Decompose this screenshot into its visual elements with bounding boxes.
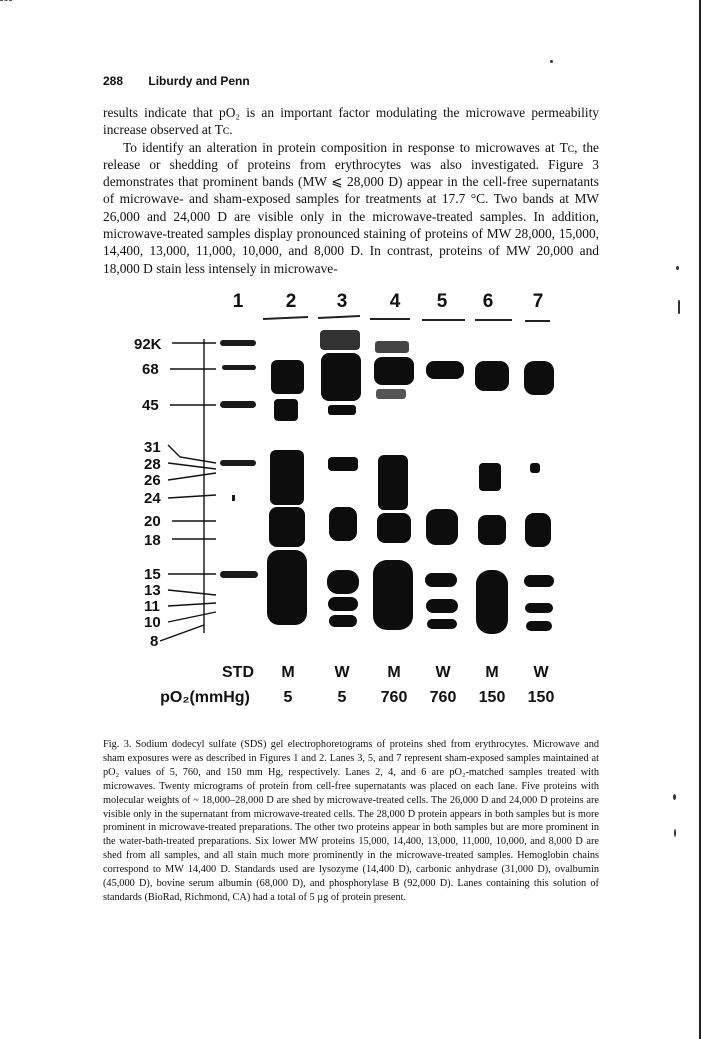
lane-number: 6: [482, 291, 494, 312]
po2-value: 150: [478, 689, 506, 706]
lane-condition-label: M: [387, 664, 401, 681]
mw-marker-label: 8: [150, 633, 159, 650]
po2-value: 760: [380, 689, 408, 706]
lane-condition-label: M: [485, 664, 499, 681]
running-header: [103, 74, 250, 88]
lane-5-bands: [425, 361, 464, 629]
lane-4-bands: [373, 341, 414, 630]
gel-wells: [263, 316, 550, 321]
gel-figure: [120, 285, 580, 720]
mw-leader-lines: [160, 339, 216, 641]
scan-speck: [550, 60, 553, 63]
caption-label: Fig. 3.: [103, 739, 132, 750]
mw-marker-label: 11: [144, 598, 160, 615]
lane-condition-label: W: [334, 664, 350, 681]
mw-marker-label: 28: [144, 456, 161, 473]
lane-condition-label: STD: [222, 664, 254, 681]
mw-marker-label: 68: [142, 361, 159, 378]
lane-condition-label: W: [533, 664, 549, 681]
lane-number: 3: [336, 291, 348, 312]
mw-marker-label: 20: [144, 513, 161, 530]
lane-number: 5: [436, 291, 448, 312]
scan-edge-mark: [0, 0, 12, 2]
figure-caption: [103, 738, 599, 905]
lane-1-standards: [220, 340, 258, 578]
lane-condition-label: W: [435, 664, 451, 681]
paragraph: To identify an alteration in protein composition in response to microwaves at Tᴄ, the release or shedding of proteins from erythrocytes was also investigated. Figure 3 demonstrates that prominent bands (MW ⩽ 28,000 D) appear in the cell-free supernatants of microwave- and sham-exposed samples for treatments at 17.7 °C. Two bands at MW 26,000 and 24,000 D are visible only in the microwave-treated samples. In addition, microwave-treated samples display pronounced staining of proteins of MW 28,000, 15,000, 14,400, 13,000, 11,000, 10,000, and 8,000 D. In contrast, proteins of MW 20,000 and 18,000 D stain less intensely in microwave-: [103, 139, 599, 276]
mw-marker-label: 31: [144, 439, 161, 456]
body-text: [103, 104, 599, 277]
scan-speck: [676, 266, 679, 270]
mw-marker-label: 13: [144, 582, 161, 599]
gel-electrophoretogram: [120, 285, 580, 715]
lane-3-bands: [320, 330, 361, 627]
po2-axis-label: pO₂(mmHg): [160, 689, 250, 706]
scan-speck: [678, 300, 680, 314]
po2-value: 760: [429, 689, 457, 706]
po2-value: 5: [337, 689, 347, 706]
scan-speck: [674, 829, 676, 837]
lane-condition-label: M: [281, 664, 295, 681]
lane-number: 4: [389, 291, 401, 312]
mw-marker-label: 10: [144, 614, 161, 631]
mw-marker-label: 45: [142, 397, 159, 414]
scan-speck: [673, 794, 676, 800]
caption-text: Sodium dodecyl sulfate (SDS) gel electrophoretograms of proteins shed from erythrocytes. Microwave and sham exposures were as described in Figures 1 and 2. Lanes 3, 5, and 7 represent sham-exposed samples maintained at pO₂ values of 5, 760, and 150 mm Hg, respectively. Lanes 2, 4, and 6 are pO₂-matched samples treated with microwaves. Twenty micrograms of protein from cell-free supernatants was placed on each lane. Five proteins with molecular weights of ~ 18,000–28,000 D are shed by microwave-treated cells. The 26,000 D and 24,000 D proteins are visible only in the supernatant from microwave-treated cells. The 28,000 D protein appears in both samples but is more prominent in microwave-treated preparations. The other two proteins appear in both samples but are more prominent in the water-bath-treated preparations. Six lower MW proteins 15,000, 14,400, 13,000, 11,000, 10,000, and 8,000 D are shed from all samples, and all stain much more prominently in the microwave-treated samples. Hemoglobin chains correspond to MW 14,400 D. Standards used are lysozyme (14,400 D), carbonic anhydrase (31,000 D), ovalbumin (45,000 D), bovine serum albumin (68,000 D), and phosphorylase B (92,000 D). Lanes containing this solution of standards (BioRad, Richmond, CA) had a total of 5 µg of protein present.: [103, 739, 599, 903]
mw-marker-label: 92K: [134, 336, 162, 353]
paragraph: results indicate that pO₂ is an important factor modulating the microwave permeability increase observed at Tᴄ.: [103, 105, 599, 138]
lane-number: 7: [532, 291, 544, 312]
lane-6-bands: [475, 361, 509, 634]
mw-marker-label: 18: [144, 532, 161, 549]
page-number: 288: [103, 74, 124, 88]
lane-number: 2: [285, 291, 297, 312]
po2-value: 5: [283, 689, 293, 706]
po2-value: 150: [527, 689, 555, 706]
mw-marker-label: 26: [144, 472, 161, 489]
lane-2-bands: [267, 360, 307, 625]
mw-marker-label: 24: [144, 490, 161, 507]
running-title: Liburdy and Penn: [148, 74, 250, 88]
lane-7-bands: [524, 361, 554, 631]
lane-number: 1: [232, 291, 244, 312]
mw-marker-label: 15: [144, 566, 161, 583]
